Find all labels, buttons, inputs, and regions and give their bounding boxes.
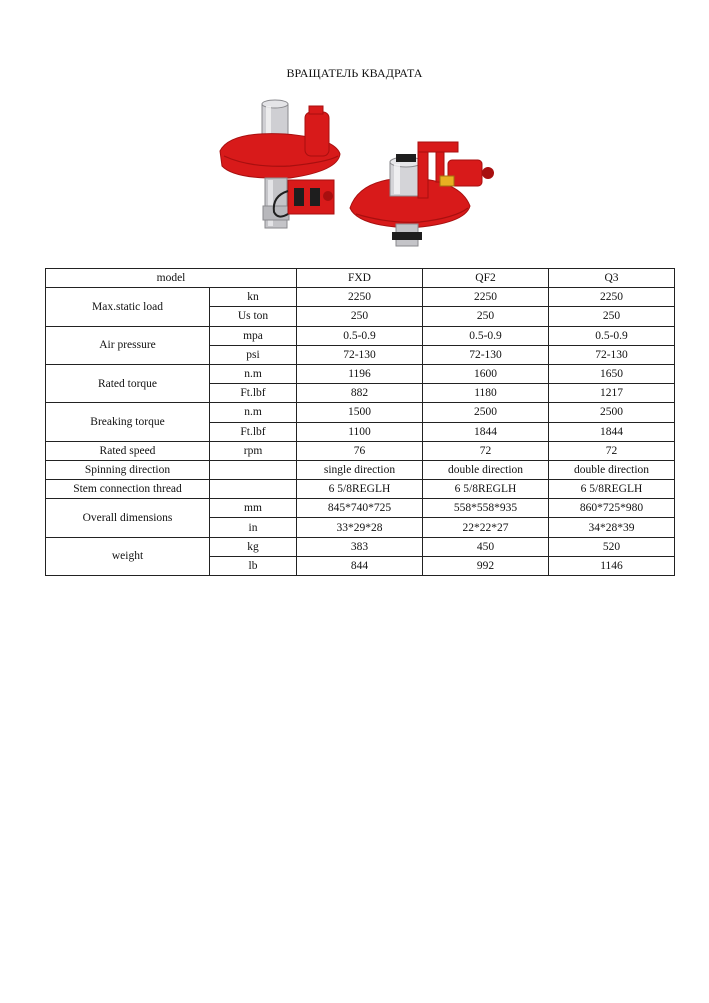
table-row — [46, 441, 675, 460]
unit-cell: psi — [210, 345, 297, 364]
unit-cell — [210, 460, 297, 479]
spinner-unit-right — [350, 142, 494, 246]
value-cell: double direction — [549, 460, 675, 479]
value-cell: 0.5-0.9 — [297, 326, 423, 345]
value-cell: 383 — [297, 537, 423, 556]
value-cell: 882 — [297, 384, 423, 403]
value-cell: 2500 — [423, 403, 549, 422]
unit-cell: Ft.lbf — [210, 422, 297, 441]
model-q3: Q3 — [549, 269, 675, 288]
unit-cell: n.m — [210, 403, 297, 422]
unit-cell: Us ton — [210, 307, 297, 326]
param-label: Breaking torque — [46, 403, 210, 441]
unit-cell: lb — [210, 556, 297, 575]
value-cell: 34*28*39 — [549, 518, 675, 537]
unit-cell: in — [210, 518, 297, 537]
value-cell: 520 — [549, 537, 675, 556]
unit-cell: kg — [210, 537, 297, 556]
value-cell: 250 — [297, 307, 423, 326]
value-cell: 6 5/8REGLH — [423, 480, 549, 499]
value-cell: 992 — [423, 556, 549, 575]
value-cell: 2250 — [423, 288, 549, 307]
value-cell: 22*22*27 — [423, 518, 549, 537]
value-cell: 844 — [297, 556, 423, 575]
param-label: Stem connection thread — [46, 480, 210, 499]
value-cell: 1217 — [549, 384, 675, 403]
value-cell: double direction — [423, 460, 549, 479]
param-label: weight — [46, 537, 210, 575]
table-row — [46, 403, 675, 422]
value-cell: 2250 — [549, 288, 675, 307]
model-qf2: QF2 — [423, 269, 549, 288]
value-cell: 72 — [549, 441, 675, 460]
unit-cell: kn — [210, 288, 297, 307]
value-cell: 845*740*725 — [297, 499, 423, 518]
value-cell: 1650 — [549, 364, 675, 383]
value-cell: single direction — [297, 460, 423, 479]
value-cell: 72 — [423, 441, 549, 460]
value-cell: 1100 — [297, 422, 423, 441]
table-row — [46, 480, 675, 499]
spinner-unit-left — [220, 100, 340, 228]
value-cell: 0.5-0.9 — [549, 326, 675, 345]
value-cell: 2500 — [549, 403, 675, 422]
param-label: Overall dimensions — [46, 499, 210, 537]
value-cell: 1500 — [297, 403, 423, 422]
param-label: Max.static load — [46, 288, 210, 326]
value-cell: 250 — [423, 307, 549, 326]
value-cell: 1844 — [423, 422, 549, 441]
value-cell: 72-130 — [297, 345, 423, 364]
value-cell: 76 — [297, 441, 423, 460]
table-row — [46, 326, 675, 345]
param-label: Rated torque — [46, 364, 210, 402]
unit-cell: Ft.lbf — [210, 384, 297, 403]
table-row — [46, 364, 675, 383]
unit-cell — [210, 480, 297, 499]
value-cell: 6 5/8REGLH — [549, 480, 675, 499]
value-cell: 1196 — [297, 364, 423, 383]
param-label: Rated speed — [46, 441, 210, 460]
value-cell: 0.5-0.9 — [423, 326, 549, 345]
header-row — [46, 269, 675, 288]
model-fxd: FXD — [297, 269, 423, 288]
value-cell: 6 5/8REGLH — [297, 480, 423, 499]
spec-table-body — [46, 269, 675, 576]
value-cell: 1180 — [423, 384, 549, 403]
unit-cell: mpa — [210, 326, 297, 345]
value-cell: 450 — [423, 537, 549, 556]
document-title: ВРАЩАТЕЛЬ КВАДРАТА — [286, 66, 423, 80]
table-row — [46, 460, 675, 479]
value-cell: 1600 — [423, 364, 549, 383]
unit-cell: mm — [210, 499, 297, 518]
value-cell: 558*558*935 — [423, 499, 549, 518]
value-cell: 1844 — [549, 422, 675, 441]
value-cell: 72-130 — [549, 345, 675, 364]
value-cell: 2250 — [297, 288, 423, 307]
value-cell: 860*725*980 — [549, 499, 675, 518]
value-cell: 33*29*28 — [297, 518, 423, 537]
param-label: Air pressure — [46, 326, 210, 364]
unit-cell: rpm — [210, 441, 297, 460]
param-label: Spinning direction — [46, 460, 210, 479]
value-cell: 250 — [549, 307, 675, 326]
product-photo — [210, 96, 500, 256]
table-row — [46, 499, 675, 518]
unit-cell: n.m — [210, 364, 297, 383]
table-row — [46, 537, 675, 556]
value-cell: 72-130 — [423, 345, 549, 364]
spec-table — [45, 268, 675, 576]
value-cell: 1146 — [549, 556, 675, 575]
table-row — [46, 288, 675, 307]
model-label: model — [46, 269, 297, 288]
